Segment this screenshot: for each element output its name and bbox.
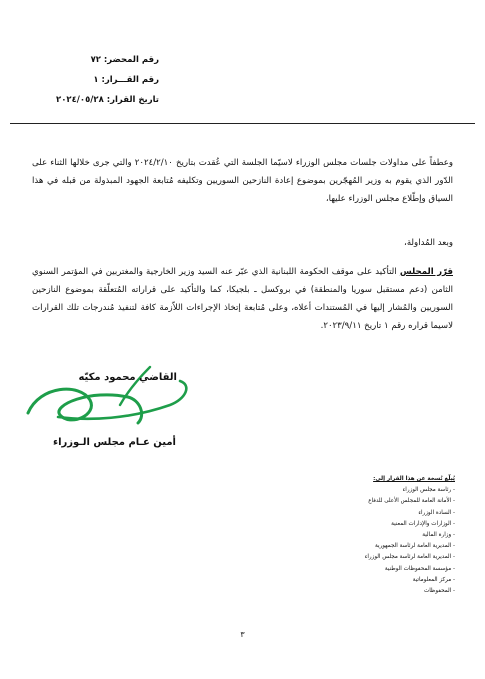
list-item: - المديرية العامة لرئاسة الجمهورية [375,543,455,550]
session-number: رقم المحضر: ٧٢ [90,55,159,65]
list-item: - المديرية العامة لرئاسة مجلس الوزراء [364,554,455,561]
signatory-name: القاضي محمود مكيّه [78,372,177,383]
header-divider [10,123,475,124]
decision-label: قرّر المجلس [399,267,453,277]
decision-text: التأكيد على موقف الحكومة اللبنانية الذي عبّر عنه السيد وزير الخارجية والمغتربين في المؤتمر السنوي الثامن (دعم مستقبل سوريا والمنطقة) في بروكسل ـ بلجيكا، كما والتأكيد على قراراته المُتعلّقة بموضوع النازحين السوريين والمُشار إليها في المُستندات أعلاه، وعلى مُتابعة إتخاذ الإجراءات اللاّزمة كافة لتنفيذ مُندرجات تلك القرارات لاسيما قراره رقم ١ تاريخ ٢٠٢٣/٩/١١. [32,267,453,331]
handwritten-signature [20,345,220,445]
decision-date: تاريخ القرار: ٢٠٢٤/٠٥/٢٨ [56,95,159,105]
distribution-list [285,474,455,597]
decision-paragraph [32,263,453,335]
list-item: - المحفوظات [423,588,455,595]
decision-number: رقم القـــرار: ١ [93,75,159,85]
decision-metadata [56,50,159,110]
list-item: - مركز المعلوماتية [412,576,455,583]
list-item: - الأمانة العامة للمجلس الأعلى للدفاع [368,498,455,505]
list-item: - السادة الوزراء [418,509,455,516]
list-item: - وزارة المالية [422,532,455,539]
list-item: - مؤسسة المحفوظات الوطنية [384,565,455,572]
list-item: - رئاسة مجلس الوزراء [402,487,455,494]
distribution-title: يُبلّغ نُسخة عن هذا القرار إلى: [373,476,455,482]
list-item: - الوزارات والإدارات المعنية [391,520,455,527]
page-number: ٣ [240,630,245,639]
deliberation-line: وبعد المُداولة، [404,238,453,248]
signature-graphic [20,345,220,445]
signatory-title: أمين عـام مجلس الـوزراء [52,437,176,448]
intro-paragraph: وعطفاً على مداولات جلسات مجلس الوزراء لاسيّما الجلسة التي عُقدت بتاريخ ٢٠٢٤/٢/١٠ والتي جرى خلالها الثناء على الدّور الذي يقوم به وزير المُهجّرين بموضوع إعادة النازحين السوريين وتكليفه مُتابعة الجهود المبذولة من قبله في هذا السياق وإطّلاع مجلس الوزراء عليها، [32,158,454,204]
